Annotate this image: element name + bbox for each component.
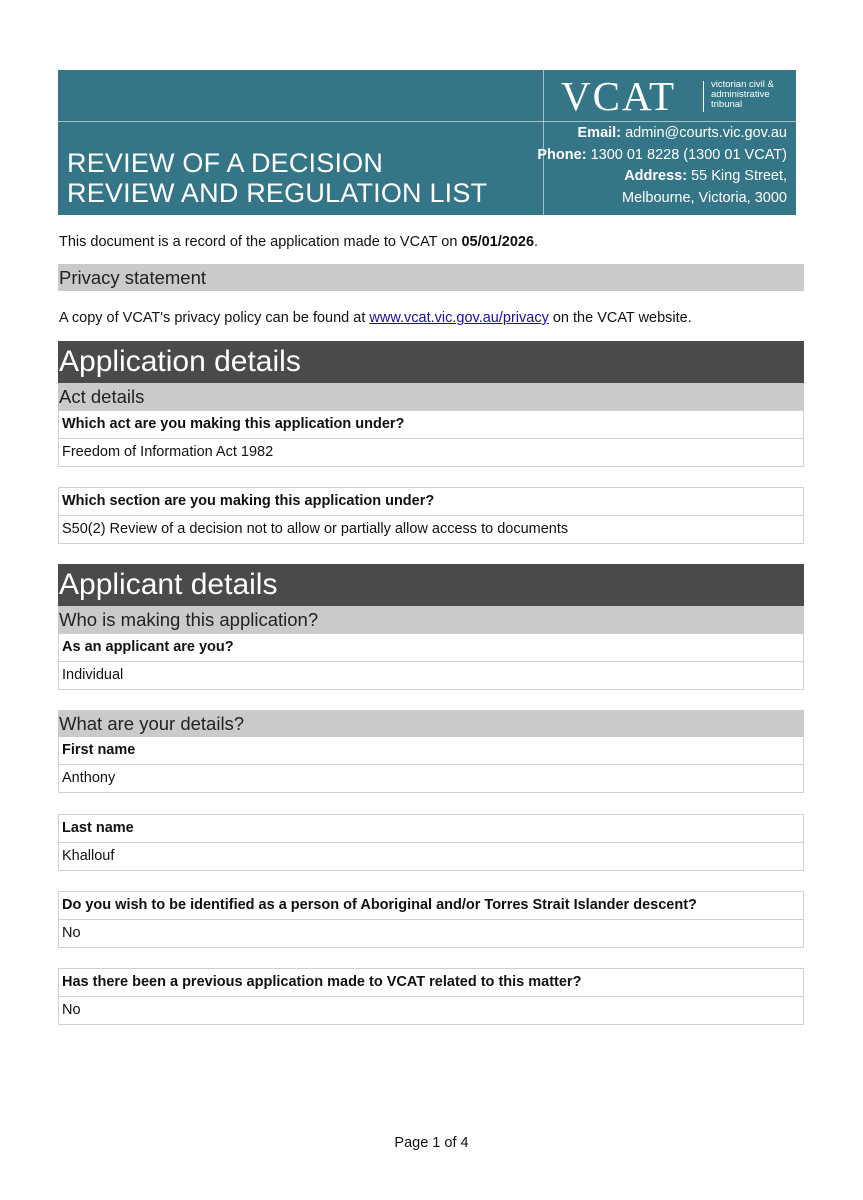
logo-subtitle — [711, 80, 774, 110]
first-name-answer: Anthony — [62, 770, 116, 786]
act-answer: Freedom of Information Act 1982 — [62, 444, 274, 460]
first-name-question: First name — [59, 737, 803, 765]
intro-prefix: This document is a record of the application made to VCAT on — [59, 234, 462, 250]
header-horizontal-divider — [58, 121, 796, 122]
contact-block — [537, 123, 787, 209]
page-number: Page 1 of 4 — [394, 1135, 469, 1151]
title-line-2: REVIEW AND REGULATION LIST — [67, 178, 488, 208]
document-title — [67, 148, 487, 208]
phone-label: Phone: — [537, 146, 587, 163]
first-name-field — [58, 737, 804, 793]
act-field — [58, 410, 804, 467]
section-field — [58, 487, 804, 544]
logo-divider — [703, 81, 704, 112]
logo-wordmark: VCAT — [561, 73, 677, 119]
previous-application-answer: No — [62, 1002, 81, 1018]
aboriginal-question: Do you wish to be identified as a person of Aboriginal and/or Torres Strait Islander descent? — [59, 892, 803, 920]
last-name-answer: Khallouf — [62, 848, 115, 864]
phone-value: 1300 01 8228 (1300 01 VCAT) — [590, 146, 787, 163]
section-answer: S50(2) Review of a decision not to allow or partially allow access to documents — [62, 521, 569, 537]
contact-phone — [537, 145, 787, 167]
title-line-1: REVIEW OF A DECISION — [67, 148, 384, 178]
applicant-details-heading: Applicant details — [58, 564, 804, 606]
last-name-field — [58, 814, 804, 871]
intro-suffix: . — [534, 234, 539, 250]
vcat-logo — [561, 74, 791, 118]
header-band — [58, 70, 796, 215]
privacy-prefix: A copy of VCAT's privacy policy can be found at — [59, 310, 370, 326]
contact-email — [537, 123, 787, 145]
act-question: Which act are you making this application under? — [59, 411, 803, 439]
aboriginal-answer: No — [62, 925, 81, 941]
address-value-1: 55 King Street, — [691, 168, 787, 184]
applicant-type-question: As an applicant are you? — [59, 634, 803, 662]
your-details-heading: What are your details? — [58, 710, 804, 737]
applicant-type-answer: Individual — [62, 667, 124, 683]
privacy-link[interactable]: www.vcat.vic.gov.au/privacy — [369, 310, 549, 326]
last-name-question: Last name — [59, 815, 803, 843]
address-value-2: Melbourne, Victoria, 3000 — [622, 189, 787, 206]
contact-address — [537, 166, 787, 188]
aboriginal-field — [58, 891, 804, 948]
email-label: Email: — [577, 125, 622, 141]
privacy-suffix: on the VCAT website. — [548, 310, 692, 326]
logo-sub-line-3: tribunal — [711, 99, 743, 110]
logo-sub-line-2: administrative — [711, 89, 770, 100]
application-details-heading: Application details — [58, 341, 804, 383]
privacy-heading: Privacy statement — [58, 264, 804, 291]
email-value: admin@courts.vic.gov.au — [625, 125, 787, 141]
application-date: 05/01/2026 — [461, 234, 535, 250]
address-label: Address: — [624, 168, 688, 184]
who-heading: Who is making this application? — [58, 606, 804, 633]
previous-application-field — [58, 968, 804, 1025]
act-details-heading: Act details — [58, 383, 804, 410]
section-question: Which section are you making this application under? — [59, 488, 803, 516]
intro-text — [59, 234, 538, 250]
applicant-type-field — [58, 633, 804, 690]
previous-application-question: Has there been a previous application made to VCAT related to this matter? — [59, 969, 803, 997]
logo-sub-line-1: victorian civil & — [711, 79, 774, 90]
privacy-text — [59, 310, 692, 326]
